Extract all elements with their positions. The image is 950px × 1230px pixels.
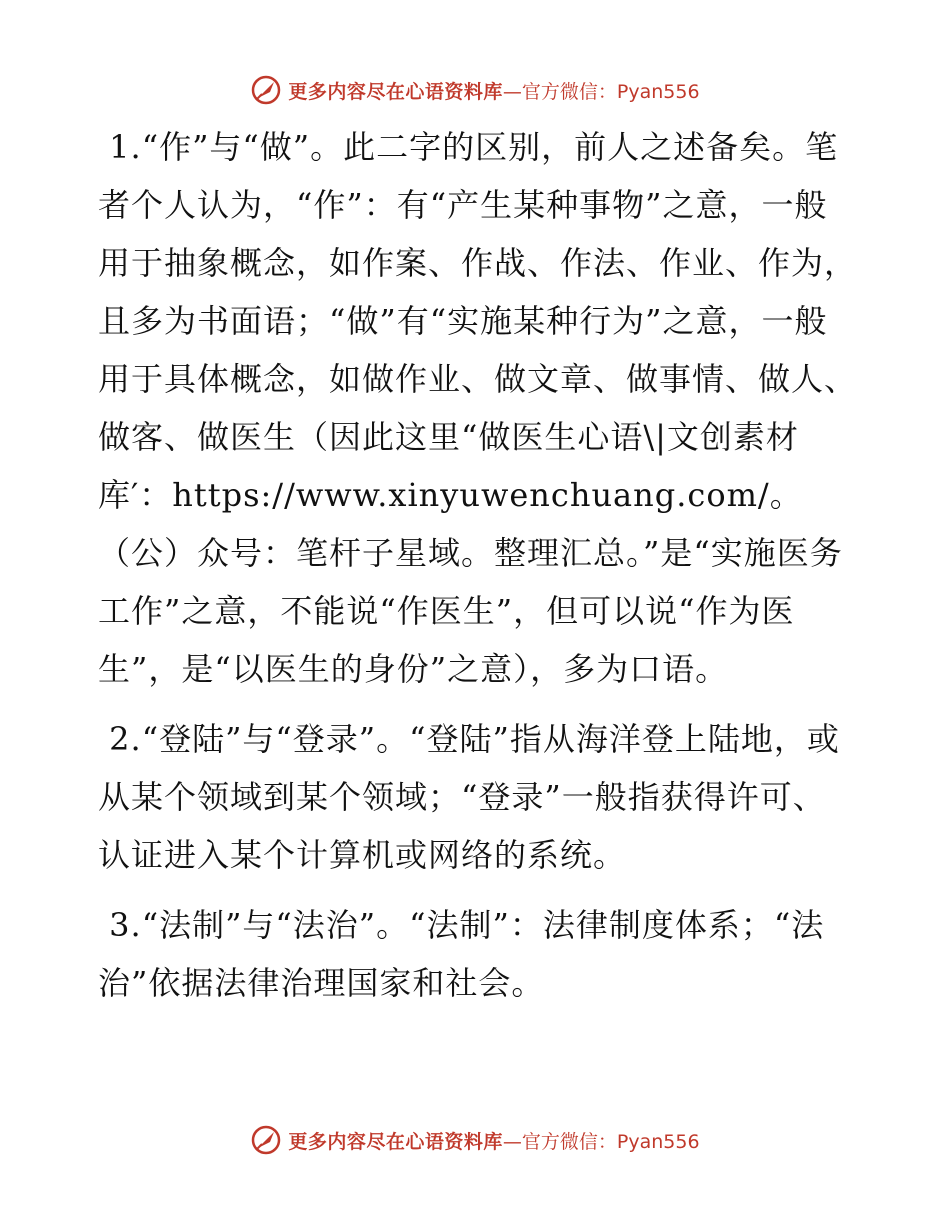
quill-logo-icon (250, 1124, 282, 1156)
paragraph-1: 1.“作”与“做”。此二字的区别，前人之述备矣。笔者个人认为，“作”：有“产生某种事物”之意，一般用于抽象概念，如作案、作战、作法、作业、作为，且多为书面语；“做”有“实施某种行为”之意，一般用于具体概念，如做作业、做文章、做事情、做人、做客、做医生（因此这里“做医生心语\|文创素材库′：https://www.xinyuwenchuang.com/。（公）众号：笔杆子星域。整理汇总。”是“实施医务工作”之意，不能说“作医生”，但可以说“作为医生”，是“以医生的身份”之意），多为口语。 (98, 128, 858, 688)
paragraph-2: 2.“登陆”与“登录”。“登陆”指从海洋登上陆地，或从某个领域到某个领域；“登录”一般指获得许可、认证进入某个计算机或网络的系统。 (98, 720, 840, 874)
document-body (98, 118, 858, 1024)
footer-banner-main: 更多内容尽在心语资料库 (288, 1130, 503, 1153)
paragraph-3: 3.“法制”与“法治”。“法制”：法律制度体系；“法治”依据法律治理国家和社会。 (98, 906, 825, 1002)
header-banner-sub: —官方微信：Pyan556 (502, 80, 700, 103)
header-banner-main: 更多内容尽在心语资料库 (288, 80, 503, 103)
footer-banner (0, 1120, 950, 1160)
footer-banner-sub: —官方微信：Pyan556 (502, 1130, 700, 1153)
quill-logo-icon (250, 74, 282, 106)
header-banner (0, 70, 950, 110)
